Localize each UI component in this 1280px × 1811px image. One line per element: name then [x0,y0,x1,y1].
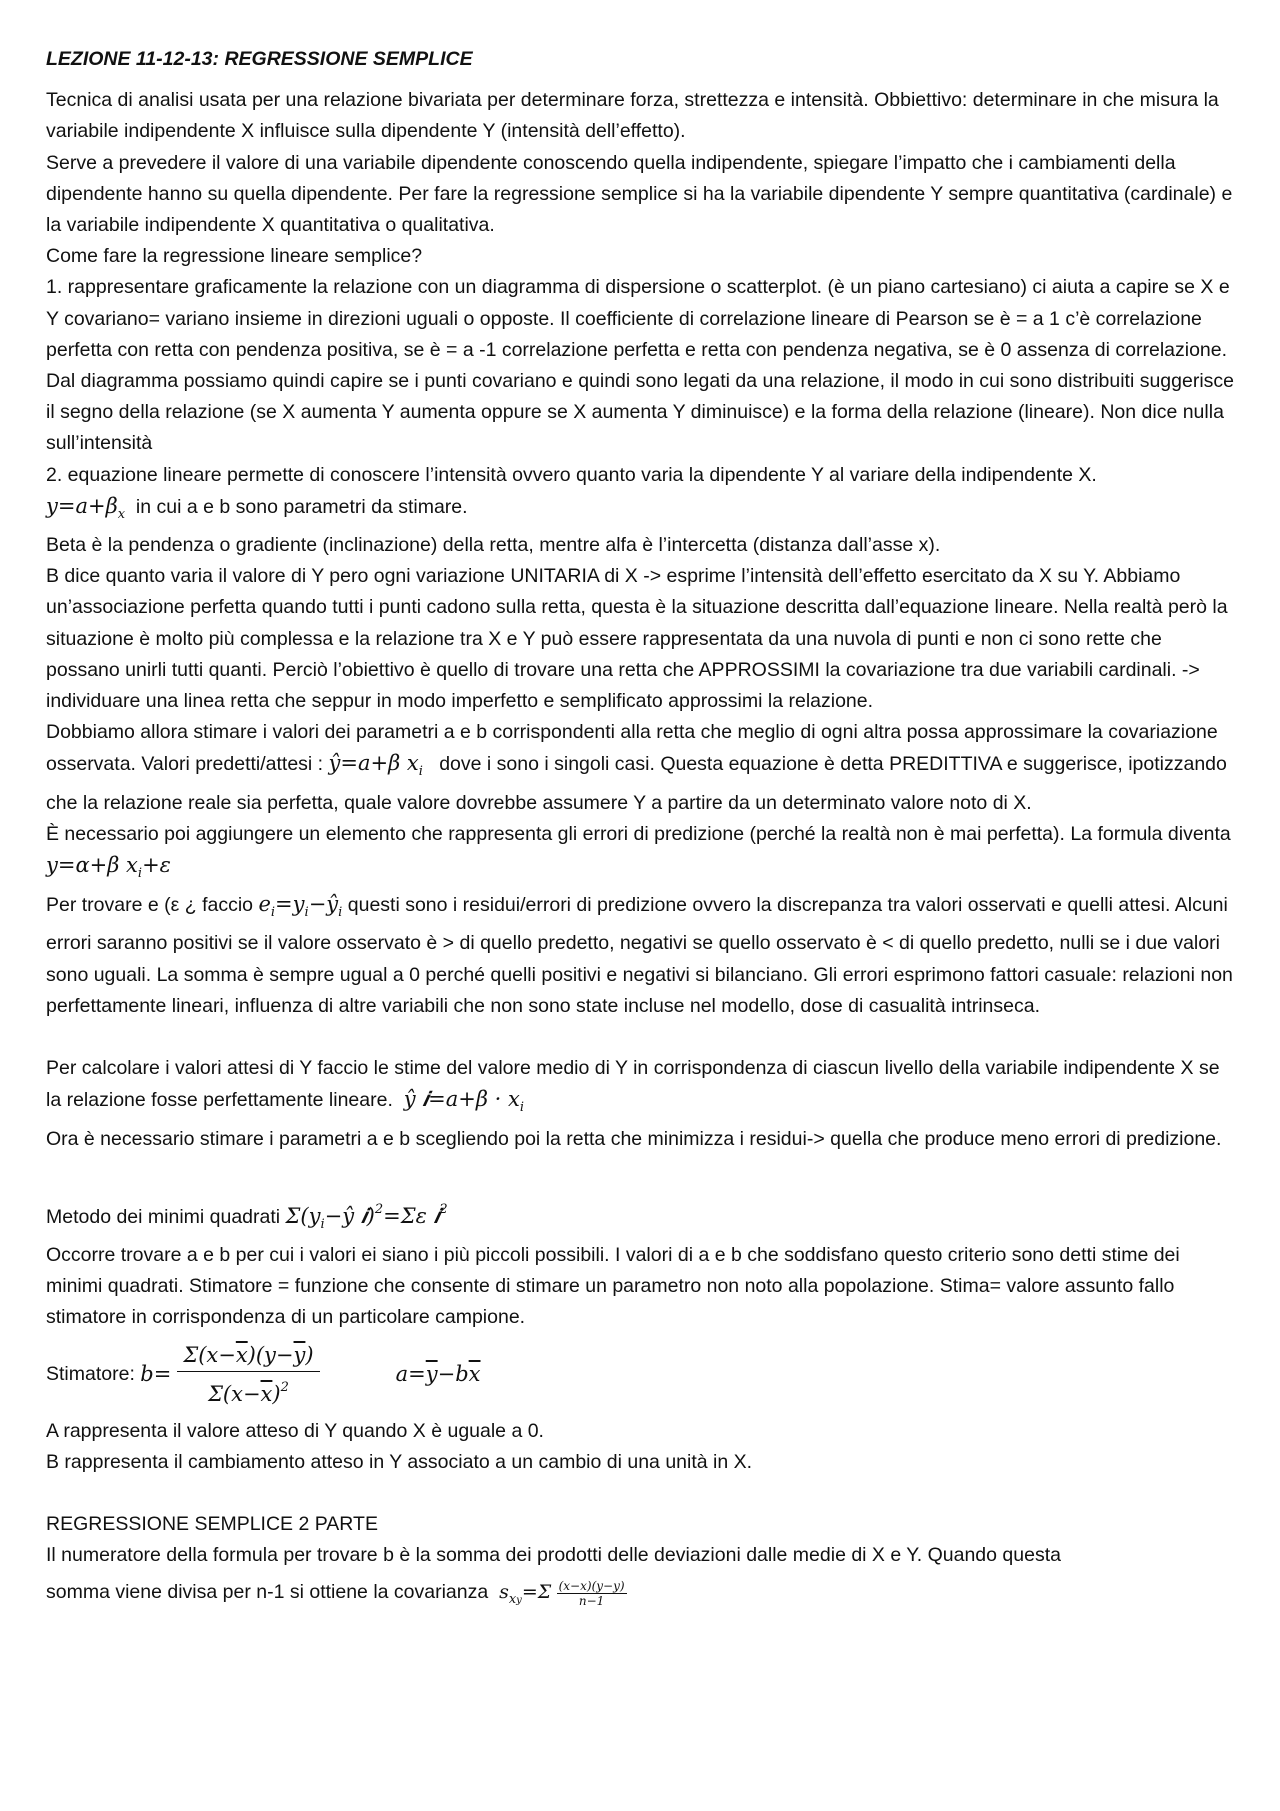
paragraph: B rappresenta il cambiamento atteso in Y associato a un cambio di una unità in X. [46,1450,753,1473]
paragraph: Occorre trovare a e b per cui i valori ei siano i più piccoli possibili. I valori di a e b che soddisfano questo criterio sono detti stime dei minimi quadrati. Stimatore = funzione che consente di stimare un parametro non noto alla popolazione. Stima= valore assunto fallo stimatore in corrispondenza di un particolare campione. [46,1243,1180,1329]
paragraph: Per trovare e (ε ¿ faccio $e_i=y_i-ŷ_i$ questi sono i residui/errori di predizione ovvero la discrepanza tra valori osservati e quelli attesi. Alcuni errori saranno positivi se il valore osservato è > di quello predetto, negativi se quello osservato è < di quello predetto, nulli se i due valori sono uguali. La somma è sempre ugual a 0 perché quelli positivi e negativi si bilanciano. Gli errori esprimono fattori casuale: relazioni non perfettamente lineari, influenza di altre variabili che non sono state incluse nel modello, dose di casualità intrinseca. [46,892,1233,1017]
paragraph: Come fare la regressione lineare semplice? [46,245,423,268]
paragraph: Serve a prevedere il valore di una variabile dipendente conoscendo quella indipendente, spiegare l’impatto che i cambiamenti della dipendente hanno su quella dipendente. Per fare la regressione semplice si ha la variabile dipendente Y sempre quantitativa (cardinale) e la variabile indipendente X quantitativa o qualitativa. [46,151,1233,237]
paragraph: somma viene divisa per n-1 si ottiene la covarianza $s_{xy}=\Sigma$ $\frac{(x-x)(y-y)}{n-1}$ [46,1578,625,1608]
document-title: LEZIONE 11-12-13: REGRESSIONE SEMPLICE [46,48,473,70]
covariance-fraction: $\frac{(x-x)(y-y)}{n-1}$ [558,1578,625,1608]
paragraph: Ora è necessario stimare i parametri a e b scegliendo poi la retta che minimizza i residui-> quella che produce meno errori di predizione. [46,1127,1222,1150]
paragraph: B dice quanto varia il valore di Y pero ogni variazione UNITARIA di X -> esprime l’intensità dell’effetto esercitato da X su Y. Abbiamo un’associazione perfetta quando tutti i punti cadono sulla retta, questa è la situazione descritta dall’equazione lineare. Nella realtà però la situazione è molto più complessa e la relazione tra X e Y può essere rappresentata da una nuvola di punti e non ci sono rette che possano unirli tutti quanti. Perciò l’obiettivo è quello di trovare una retta che APPROSSIMI la covariazione tra due variabili cardinali. -> individuare una linea retta che seppur in modo imperfetto e semplificato approssimi la relazione. [46,565,1228,713]
document-page [46,44,1238,1617]
equation-least-squares: $\Sigma(y_i-ŷ$ 𝒊)$^2$=Σε 𝒊$^2$ [285,1201,448,1232]
paragraph: A rappresenta il valore atteso di Y quando X è uguale a 0. [46,1419,544,1442]
paragraph: Per calcolare i valori attesi di Y faccio le stime del valore medio di Y in corrispondenza di ciascun livello della variabile indipendente X se la relazione fosse perfettamente lineare. ŷ 𝒊=a+β · $x_i$ [46,1057,1220,1116]
equation-residual: $e_i=y_i-ŷ_i$ [258,892,343,921]
equation-expected: ŷ 𝒊=a+β · $x_i$ [403,1087,525,1116]
equation-with-error: y=α+β $x_i+\varepsilon$ [46,853,171,882]
paragraph: Dobbiamo allora stimare i valori dei parametri a e b corrispondenti alla retta che meglio di ogni altra possa approssimare la covariazione osservata. Valori predetti/attesi : ŷ=a+β $x_i$ dove i sono i singoli casi. Questa equazione è detta PREDITTIVA e suggerisce, ipotizzando che la relazione reale sia perfetta, quale valore dovrebbe assumere Y a partire da un determinato valore noto di X. [46,721,1227,814]
paragraph: Il numeratore della formula per trovare b è la somma dei prodotti delle deviazioni dalle medie di X e Y. Quando questa [46,1544,1061,1567]
paragraph: Metodo dei minimi quadrati $\Sigma(y_i-ŷ$ 𝒊)$^2$=Σε 𝒊$^2$ [46,1201,448,1232]
paragraph: Dal diagramma possiamo quindi capire se i punti covariano e quindi sono legati da una relazione, il modo in cui sono distribuiti suggerisce il segno della relazione (se X aumenta Y aumenta oppure se X aumenta Y diminuisce) e la forma della relazione (lineare). Non dice nulla sull’intensità [46,370,1235,455]
equation-linear: $y=a+\beta_x$ [46,493,126,522]
equation-predicted: ŷ=a+β $x_i$ [328,751,423,780]
section-heading: REGRESSIONE SEMPLICE 2 PARTE [46,1512,378,1535]
paragraph: 2. equazione lineare permette di conoscere l’intensità ovvero quanto varia la dipendente Y al variare della indipendente X. [46,463,1097,486]
equation-covariance: $s_{xy}=\Sigma$ [499,1581,552,1608]
paragraph: Tecnica di analisi usata per una relazione bivariata per determinare forza, strettezza e intensità. Obbiettivo: determinare in che misura la variabile indipendente X influisce sulla dipendente Y (intensità dell’effetto). [46,89,1219,143]
equation-b-fraction: $\frac{\Sigma(x-\overline{x})(y-\overline{y})}{\Sigma(x-\overline{x})^2}$ [177,1341,319,1408]
estimator-formulas: Stimatore: b= $\frac{\Sigma(x-\overline{x})(y-\overline{y})}{\Sigma(x-\overline{x})^2}$ $a=\overline{y}-b\overline{x}$ [46,1343,481,1407]
paragraph: È necessario poi aggiungere un elemento che rappresenta gli errori di predizione (perché la realtà non è mai perfetta). La formula diventa y=α+β $x_i+\varepsilon$ [46,822,1231,882]
paragraph: $y=a+\beta_x$ in cui a e b sono parametri da stimare. [46,493,468,522]
equation-b: b= [140,1361,172,1386]
paragraph: 1. rappresentare graficamente la relazione con un diagramma di dispersione o scatterplot. (è un piano cartesiano) ci aiuta a capire se X e Y covariano= variano insieme in direzioni uguali o opposte. Il coefficiente di correlazione lineare di Pearson se è = a 1 c’è correlazione perfetta con retta con pendenza positiva, se è = a -1 correlazione perfetta e retta con pendenza negativa, se è 0 assenza di correlazione. [46,276,1230,361]
paragraph: Beta è la pendenza o gradiente (inclinazione) della retta, mentre alfa è l’intercetta (distanza dall’asse x). [46,534,941,557]
equation-a: $a=\overline{y}-b\overline{x}$ [395,1361,481,1386]
